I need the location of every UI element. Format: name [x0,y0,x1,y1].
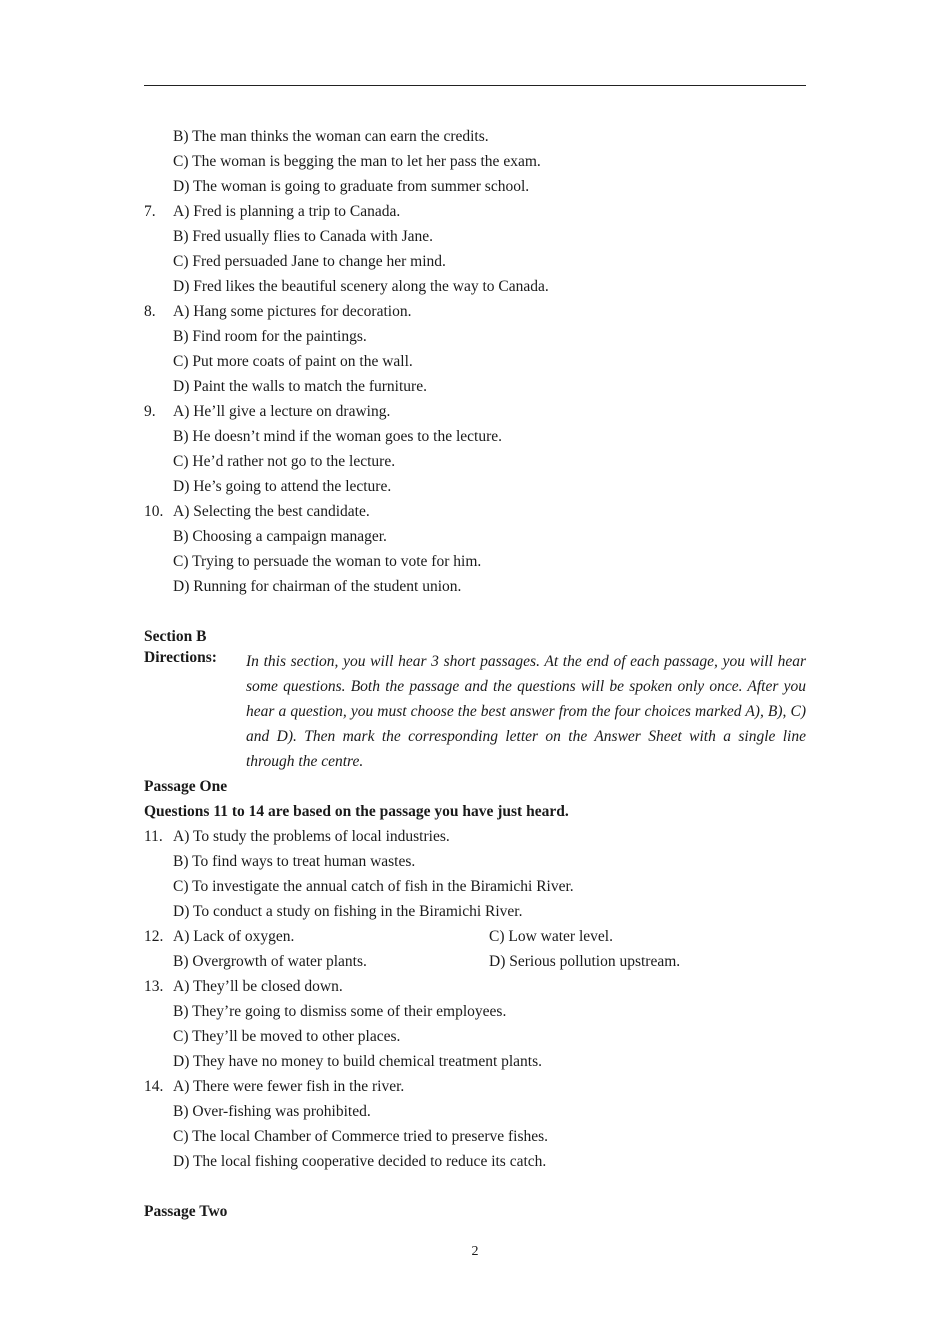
page-content [144,124,806,1224]
passage-two-title: Passage Two [144,1203,228,1220]
q14-option-c: C) The local Chamber of Commerce tried to preserve fishes. [173,1128,549,1145]
q9-option-a: 9. A) He’ll give a lecture on drawing. [144,399,806,424]
question-number: 8. [144,303,156,320]
q14-option-d: D) The local fishing cooperative decided to reduce its catch. [173,1153,547,1170]
page-number: 2 [471,1244,479,1259]
q11-option-a: 11. A) To study the problems of local industries. [144,824,806,849]
q10-option-d: D) Running for chairman of the student union. [173,578,462,595]
q12-option-c: C) Low water level. [489,928,613,945]
q10-option-c: C) Trying to persuade the woman to vote for him. [173,553,482,570]
q8-option-a: 8. A) Hang some pictures for decoration. [144,299,806,324]
q8-option-c: C) Put more coats of paint on the wall. [173,353,413,370]
q7-option-b: B) Fred usually flies to Canada with Jane. [173,228,434,245]
section-b-title: Section B [144,628,207,645]
question-number: 7. [144,203,156,220]
q11-option-b: B) To find ways to treat human wastes. [173,853,416,870]
q12-option-b: B) Overgrowth of water plants. [173,953,367,970]
q12-row-1 [144,924,806,949]
spacer [144,599,806,624]
question-number: 13. [144,978,164,995]
q13-option-a: 13. A) They’ll be closed down. [144,974,806,999]
q9-option-c: C) He’d rather not go to the lecture. [173,453,396,470]
q9-option-b: B) He doesn’t mind if the woman goes to the lecture. [173,428,503,445]
question-number: 10. [144,503,164,520]
question-number: 9. [144,403,156,420]
q14-option-b: B) Over-fishing was prohibited. [173,1103,371,1120]
q10-option-b: B) Choosing a campaign manager. [173,528,387,545]
q11-option-d: D) To conduct a study on fishing in the Biramichi River. [173,903,523,920]
q7-option-c: C) Fred persuaded Jane to change her mind. [173,253,446,270]
q6-option-c: C) The woman is begging the man to let her pass the exam. [173,153,541,170]
q11-option-c: C) To investigate the annual catch of fish in the Biramichi River. [173,878,574,895]
q6-option-b: B) The man thinks the woman can earn the credits. [173,128,489,145]
directions [144,649,806,774]
q6-option-d: D) The woman is going to graduate from summer school. [173,178,530,195]
passage-one-instruction: Questions 11 to 14 are based on the passage you have just heard. [144,803,569,820]
q13-option-d: D) They have no money to build chemical treatment plants. [173,1053,543,1070]
q9-option-d: D) He’s going to attend the lecture. [173,478,392,495]
q8-option-d: D) Paint the walls to match the furniture. [173,378,427,395]
q10-option-a: 10. A) Selecting the best candidate. [144,499,806,524]
passage-one-title: Passage One [144,778,228,795]
directions-text: In this section, you will hear 3 short passages. At the end of each passage, you will hear some questions. Both the passage and the questions will be spoken only once. After you hear a question, you must choose the best answer from the four choices marked A), B), C) and D). Then mark the corresponding letter on the Answer Sheet with a single line through the centre. [246,653,806,770]
q12-row-2 [144,949,806,974]
q12-option-a: A) Lack of oxygen. [173,928,295,945]
question-number: 14. [144,1078,164,1095]
question-number: 11. [144,828,163,845]
question-number: 12. [144,928,164,945]
q7-option-a: 7. A) Fred is planning a trip to Canada. [144,199,806,224]
directions-label: Directions: [144,649,217,666]
q7-option-d: D) Fred likes the beautiful scenery along the way to Canada. [173,278,549,295]
q14-option-a: 14. A) There were fewer fish in the river. [144,1074,806,1099]
q12-option-d: D) Serious pollution upstream. [489,953,681,970]
q13-option-b: B) They’re going to dismiss some of their employees. [173,1003,507,1020]
q8-option-b: B) Find room for the paintings. [173,328,367,345]
header-rule [144,85,806,86]
spacer [144,1174,806,1199]
q13-option-c: C) They’ll be moved to other places. [173,1028,401,1045]
